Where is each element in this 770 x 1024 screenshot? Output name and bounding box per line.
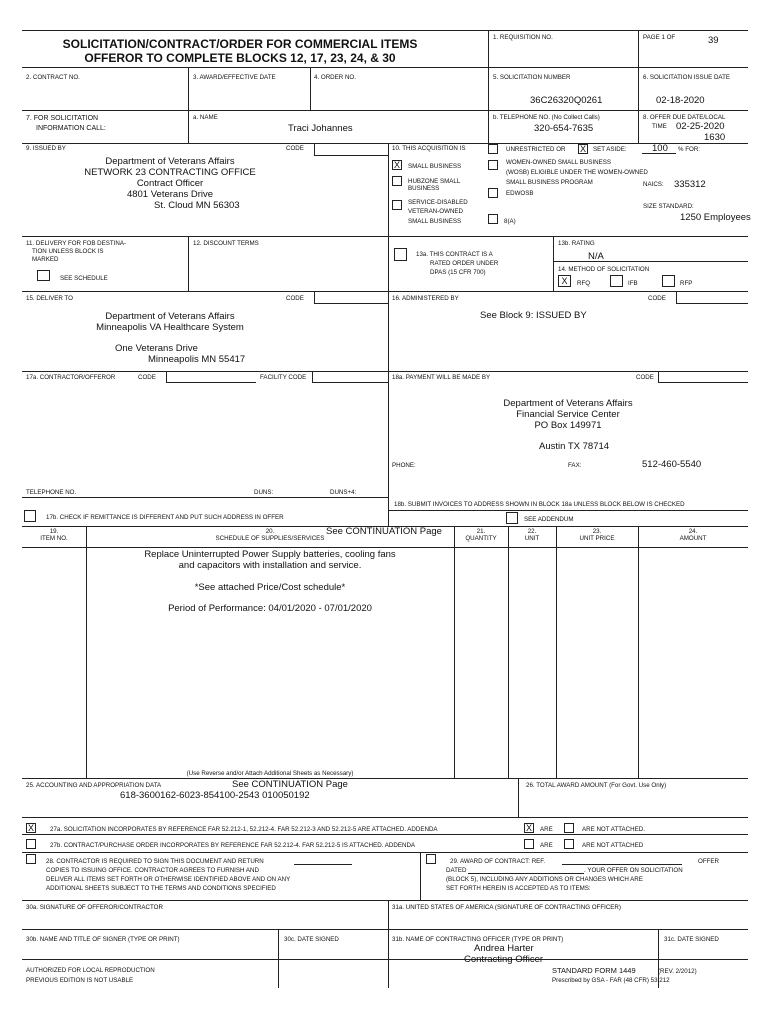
issuer-line: Department of Veterans Affairs bbox=[105, 156, 235, 167]
dpas-checkbox[interactable] bbox=[394, 248, 407, 261]
deliver-line: Minneapolis MN 55417 bbox=[148, 354, 246, 365]
issue-date-label: 6. SOLICITATION ISSUE DATE bbox=[643, 74, 730, 81]
code-field[interactable] bbox=[314, 143, 388, 156]
not-attached-label: ARE NOT ATTACHED. bbox=[582, 826, 645, 833]
29-text: 29. AWARD OF CONTRACT: REF. bbox=[450, 858, 546, 865]
29-text: DATED bbox=[446, 867, 467, 874]
col-header: 22. bbox=[527, 528, 537, 535]
deliver-line: One Veterans Drive bbox=[115, 343, 198, 354]
form-prescribed: Prescribed by GSA - FAR (48 CFR) 53.212 bbox=[552, 977, 670, 984]
vline bbox=[388, 900, 389, 988]
unrestricted-checkbox[interactable] bbox=[488, 144, 498, 154]
facility-field[interactable] bbox=[312, 371, 388, 383]
time-label: TIME bbox=[652, 123, 667, 130]
rule bbox=[22, 30, 748, 31]
setaside-percent[interactable]: 100 bbox=[652, 143, 668, 154]
payment-label: 18a. PAYMENT WILL BE MADE BY bbox=[392, 374, 491, 381]
rule bbox=[22, 852, 748, 853]
rfp-checkbox[interactable] bbox=[662, 275, 675, 287]
wosb-label-3: SMALL BUSINESS PROGRAM bbox=[506, 179, 593, 186]
28-checkbox[interactable] bbox=[26, 854, 36, 864]
rule bbox=[22, 834, 748, 835]
ifb-label: IFB bbox=[628, 280, 638, 287]
vline bbox=[278, 929, 279, 988]
issued-by-label: 9. ISSUED BY bbox=[26, 145, 66, 152]
not-attached-label: ARE NOT ATTACHED bbox=[582, 842, 644, 849]
wosb-checkbox[interactable] bbox=[488, 160, 498, 170]
code-label: CODE bbox=[138, 374, 156, 381]
contractor-label: 17a. CONTRACTOR/OFFEROR bbox=[26, 374, 116, 381]
8a-label: 8(A) bbox=[504, 218, 516, 225]
col-header: 23. bbox=[592, 528, 602, 535]
contact-name[interactable]: Traci Johannes bbox=[288, 123, 353, 134]
vline bbox=[188, 67, 189, 143]
col-header: 24. bbox=[688, 528, 698, 535]
date-signed-label: 30c. DATE SIGNED bbox=[284, 936, 339, 943]
size-standard[interactable]: 1250 Employees bbox=[680, 212, 751, 223]
percent-label: % FOR: bbox=[678, 146, 701, 153]
28-text: COPIES TO ISSUING OFFICE. CONTRACTOR AGREES TO FURNISH AND bbox=[46, 867, 259, 874]
payment-line: Financial Service Center bbox=[516, 409, 620, 420]
delivery-label-3: MARKED bbox=[32, 256, 59, 263]
solicitation-number[interactable]: 36C26320Q0261 bbox=[530, 95, 603, 106]
copies-field[interactable] bbox=[294, 858, 352, 865]
percent-underline bbox=[642, 145, 676, 154]
code-field[interactable] bbox=[658, 371, 748, 383]
rule bbox=[388, 510, 748, 511]
27b-label: 27b. CONTRACT/PURCHASE ORDER INCORPORATES BY REFERENCE FAR 52.212-4. FAR 52.212-5 IS ATTACHED. ADDENDA bbox=[50, 842, 416, 849]
col-header: 21. bbox=[476, 528, 486, 535]
vline bbox=[488, 110, 489, 143]
deliver-line: Department of Veterans Affairs bbox=[105, 311, 235, 322]
administered-value: See Block 9: ISSUED BY bbox=[480, 310, 587, 321]
discount-terms-label: 12. DISCOUNT TERMS bbox=[193, 240, 259, 247]
form-number: STANDARD FORM 1449 bbox=[552, 966, 636, 975]
deliver-to-label: 15. DELIVER TO bbox=[26, 295, 73, 302]
contact-phone[interactable]: 320-654-7635 bbox=[534, 123, 594, 134]
rule bbox=[22, 67, 748, 68]
offer-due-time[interactable]: 1630 bbox=[704, 132, 726, 143]
signature-label: 31a. UNITED STATES OF AMERICA (SIGNATURE OF CONTRACTING OFFICER) bbox=[392, 904, 621, 911]
fax-label: FAX: bbox=[568, 462, 582, 469]
remittance-checkbox[interactable] bbox=[24, 510, 36, 522]
deliver-line: Minneapolis VA Healthcare System bbox=[96, 322, 244, 333]
dpas-label-3: DPAS (15 CFR 700) bbox=[430, 269, 486, 276]
code-field[interactable] bbox=[166, 371, 256, 383]
issuer-line: 4801 Veterans Drive bbox=[126, 189, 214, 200]
solicitation-label: 5. SOLICITATION NUMBER bbox=[493, 74, 571, 81]
rule bbox=[22, 497, 388, 498]
setaside-checkbox[interactable]: X bbox=[579, 144, 586, 154]
setaside-label: SET ASIDE: bbox=[593, 146, 627, 153]
addendum-label: SEE ADDENDUM bbox=[524, 516, 574, 523]
wosb-label: WOMEN-OWNED SMALL BUSINESS bbox=[506, 159, 611, 166]
rating-label: 13b. RATING bbox=[558, 240, 595, 247]
footer-note: PREVIOUS EDITION IS NOT USABLE bbox=[26, 977, 134, 984]
27a-are-checkbox[interactable]: X bbox=[525, 823, 532, 833]
edwosb-checkbox[interactable] bbox=[488, 188, 498, 198]
remittance-label: 17b. CHECK IF REMITTANCE IS DIFFERENT AND PUT SUCH ADDRESS IN OFFER bbox=[46, 514, 284, 521]
code-label: CODE bbox=[648, 295, 666, 302]
issuer-line: Contract Officer bbox=[136, 178, 204, 189]
naics-code[interactable]: 335312 bbox=[674, 179, 706, 190]
hubzone-label-2: BUSINESS bbox=[408, 185, 440, 192]
vline bbox=[638, 526, 639, 778]
page-total: 39 bbox=[708, 35, 719, 46]
invoice-label: 18b. SUBMIT INVOICES TO ADDRESS SHOWN IN BLOCK 18a UNLESS BLOCK BELOW IS CHECKED bbox=[394, 501, 685, 508]
rule bbox=[22, 900, 748, 901]
continuation-note: See CONTINUATION Page bbox=[326, 526, 442, 537]
vline bbox=[638, 30, 639, 143]
award-label: 3. AWARD/EFFECTIVE DATE bbox=[193, 74, 276, 81]
vline bbox=[556, 526, 557, 778]
dpas-label-2: RATED ORDER UNDER bbox=[430, 260, 499, 267]
item-description: Replace Uninterrupted Power Supply batteries, cooling fans bbox=[144, 549, 396, 560]
rule bbox=[22, 817, 748, 818]
col-header: UNIT bbox=[524, 535, 540, 542]
ifb-checkbox[interactable] bbox=[610, 275, 623, 287]
28-text: ADDITIONAL SHEETS SUBJECT TO THE TERMS AND CONDITIONS SPECIFIED bbox=[46, 885, 276, 892]
27a-checkbox[interactable]: X bbox=[27, 823, 34, 833]
info-label-2: INFORMATION CALL: bbox=[36, 125, 106, 132]
sdvosb-label: SERVICE-DISABLED bbox=[408, 199, 468, 206]
29-text: SET FORTH HEREIN IS ACCEPTED AS TO ITEMS: bbox=[446, 885, 591, 892]
vline bbox=[310, 67, 311, 110]
page-label: PAGE 1 OF bbox=[643, 34, 676, 41]
code-field[interactable] bbox=[676, 291, 748, 304]
are-label: ARE bbox=[540, 842, 553, 849]
duns4-label: DUNS+4: bbox=[330, 489, 357, 496]
tel-label: b. TELEPHONE NO. (No Collect Calls) bbox=[493, 114, 600, 121]
payment-line: Austin TX 78714 bbox=[539, 441, 610, 452]
payment-line: PO Box 149971 bbox=[534, 420, 602, 431]
col-header: QUANTITY bbox=[465, 535, 497, 542]
form-title: SOLICITATION/CONTRACT/ORDER FOR COMMERCIAL ITEMS bbox=[62, 37, 418, 51]
vline bbox=[420, 852, 421, 900]
rfp-label: RFP bbox=[680, 280, 693, 287]
requisition-label: 1. REQUISITION NO. bbox=[493, 34, 553, 41]
27a-notatt-checkbox[interactable] bbox=[564, 823, 574, 833]
dated-field[interactable] bbox=[468, 867, 584, 874]
8a-checkbox[interactable] bbox=[488, 214, 498, 224]
name-label: a. NAME bbox=[193, 114, 218, 121]
rule bbox=[22, 959, 748, 960]
sdvosb-checkbox[interactable] bbox=[392, 200, 402, 210]
29-text: (BLOCK 5), INCLUDING ANY ADDITIONS OR CHANGES WHICH ARE bbox=[446, 876, 643, 883]
officer-name[interactable]: Andrea Harter bbox=[474, 943, 534, 954]
footer-note: AUTHORIZED FOR LOCAL REPRODUCTION bbox=[26, 967, 155, 974]
officer-title: Contracting Officer bbox=[464, 954, 544, 965]
telephone-label: TELEPHONE NO. bbox=[26, 489, 77, 496]
order-label: 4. ORDER NO. bbox=[314, 74, 356, 81]
hubzone-checkbox[interactable] bbox=[392, 176, 402, 186]
code-label: CODE bbox=[636, 374, 654, 381]
sdvosb-label-2: VETERAN-OWNED bbox=[408, 208, 464, 215]
hubzone-label: HUBZONE SMALL bbox=[408, 178, 461, 185]
contract-label: 2. CONTRACT NO. bbox=[26, 74, 80, 81]
signature-label: 30a. SIGNATURE OF OFFEROR/CONTRACTOR bbox=[26, 904, 163, 911]
29-checkbox[interactable] bbox=[426, 854, 436, 864]
col-header: SCHEDULE OF SUPPLIES/SERVICES bbox=[215, 535, 325, 542]
continuation-note: See CONTINUATION Page bbox=[232, 779, 348, 790]
schedule-footnote: (Use Reverse and/or Attach Additional Sheets as Necessary) bbox=[186, 770, 354, 777]
rfq-checkbox[interactable]: X bbox=[558, 275, 571, 287]
dpas-label: 13a. THIS CONTRACT IS A bbox=[416, 251, 493, 258]
item-description: and capacitors with installation and service. bbox=[178, 560, 362, 571]
29-text: OFFER bbox=[698, 858, 719, 865]
total-award-label: 26. TOTAL AWARD AMOUNT (For Govt. Use Only) bbox=[526, 782, 667, 789]
naics-label: NAICS: bbox=[643, 181, 664, 188]
rule bbox=[22, 929, 748, 930]
issue-date[interactable]: 02-18-2020 bbox=[656, 95, 705, 106]
phone-label: PHONE: bbox=[392, 462, 416, 469]
see-schedule-label: SEE SCHEDULE bbox=[60, 275, 108, 282]
rule bbox=[22, 236, 748, 237]
27a-label: 27a. SOLICITATION INCORPORATES BY REFERENCE FAR 52.212-1, 52.212-4. FAR 52.212-3 AND 52.212-5 ARE ATTACHED. ADDENDA bbox=[50, 826, 438, 833]
rule bbox=[22, 547, 748, 548]
unrestricted-label: UNRESTRICTED OR bbox=[506, 146, 566, 153]
small-business-checkbox[interactable]: X bbox=[393, 160, 400, 170]
col-header: AMOUNT bbox=[679, 535, 707, 542]
signer-label: 30b. NAME AND TITLE OF SIGNER (TYPE OR PRINT) bbox=[26, 936, 180, 943]
ref-field[interactable] bbox=[562, 858, 682, 865]
28-text: DELIVER ALL ITEMS SET FORTH OR OTHERWISE IDENTIFIED ABOVE AND ON ANY bbox=[46, 876, 291, 883]
29-text: . YOUR OFFER ON SOLICITATION bbox=[584, 867, 683, 874]
col-header: ITEM NO. bbox=[40, 535, 68, 542]
code-label: CODE bbox=[286, 295, 304, 302]
acquisition-label: 10. THIS ACQUISITION IS bbox=[392, 145, 466, 152]
info-label: 7. FOR SOLICITATION bbox=[26, 115, 99, 122]
are-label: ARE bbox=[540, 826, 553, 833]
accounting-label: 25. ACCOUNTING AND APPROPRIATION DATA bbox=[26, 782, 162, 789]
vline bbox=[553, 236, 554, 291]
vline bbox=[488, 30, 489, 110]
schedule-checkbox[interactable] bbox=[37, 270, 50, 281]
col-header: 19. bbox=[49, 528, 59, 535]
payment-line: Department of Veterans Affairs bbox=[503, 398, 633, 409]
form-revision: (REV. 2/2012) bbox=[658, 968, 697, 975]
duns-label: DUNS: bbox=[254, 489, 274, 496]
rating-value[interactable]: N/A bbox=[588, 251, 604, 262]
vline bbox=[454, 526, 455, 778]
vline bbox=[388, 143, 389, 527]
sdvosb-label-3: SMALL BUSINESS bbox=[408, 218, 462, 225]
delivery-label-2: TION UNLESS BLOCK IS bbox=[32, 248, 104, 255]
rule bbox=[22, 110, 748, 111]
rfq-label: RFQ bbox=[577, 280, 591, 287]
vline bbox=[508, 526, 509, 778]
facility-label: FACILITY CODE bbox=[260, 374, 307, 381]
method-label: 14. METHOD OF SOLICITATION bbox=[558, 266, 650, 273]
item-description: *See attached Price/Cost schedule* bbox=[194, 582, 346, 593]
offer-due-date[interactable]: 02-25-2020 bbox=[676, 121, 725, 132]
item-description: Period of Performance: 04/01/2020 - 07/01/2020 bbox=[168, 603, 372, 614]
small-business-label: SMALL BUSINESS bbox=[408, 163, 462, 170]
offer-due-label: 8. OFFER DUE DATE/LOCAL bbox=[643, 114, 726, 121]
rating-divider bbox=[553, 261, 748, 262]
27b-notatt-checkbox[interactable] bbox=[564, 839, 574, 849]
fax-number[interactable]: 512-460-5540 bbox=[642, 459, 702, 470]
27b-are-checkbox[interactable] bbox=[524, 839, 534, 849]
code-field[interactable] bbox=[314, 291, 388, 304]
issuer-line: St. Cloud MN 56303 bbox=[154, 200, 240, 211]
delivery-label: 11. DELIVERY FOR FOB DESTINA- bbox=[26, 240, 127, 247]
col-header: UNIT PRICE bbox=[579, 535, 615, 542]
28-text: 28. CONTRACTOR IS REQUIRED TO SIGN THIS DOCUMENT AND RETURN bbox=[46, 858, 264, 865]
wosb-label-2: (WOSB) ELIGIBLE UNDER THE WOMEN-OWNED bbox=[506, 169, 648, 176]
vline bbox=[188, 236, 189, 291]
edwosb-label: EDWOSB bbox=[506, 190, 534, 197]
issuer-line: NETWORK 23 CONTRACTING OFFICE bbox=[84, 167, 256, 178]
27b-checkbox[interactable] bbox=[26, 839, 36, 849]
code-label: CODE bbox=[286, 145, 304, 152]
vline bbox=[518, 778, 519, 817]
accounting-data[interactable]: 618-3600162-6023-854100-2543 010050192 bbox=[120, 790, 310, 801]
officer-label: 31b. NAME OF CONTRACTING OFFICER (TYPE OR PRINT) bbox=[392, 936, 564, 943]
administered-label: 16. ADMINISTERED BY bbox=[392, 295, 459, 302]
rule bbox=[22, 778, 748, 779]
date-signed-label: 31c. DATE SIGNED bbox=[664, 936, 719, 943]
col-header: 20. bbox=[265, 528, 275, 535]
size-label: SIZE STANDARD: bbox=[643, 203, 694, 210]
addendum-checkbox[interactable] bbox=[506, 512, 518, 524]
form-subtitle: OFFEROR TO COMPLETE BLOCKS 12, 17, 23, 24, & 30 bbox=[84, 51, 396, 65]
